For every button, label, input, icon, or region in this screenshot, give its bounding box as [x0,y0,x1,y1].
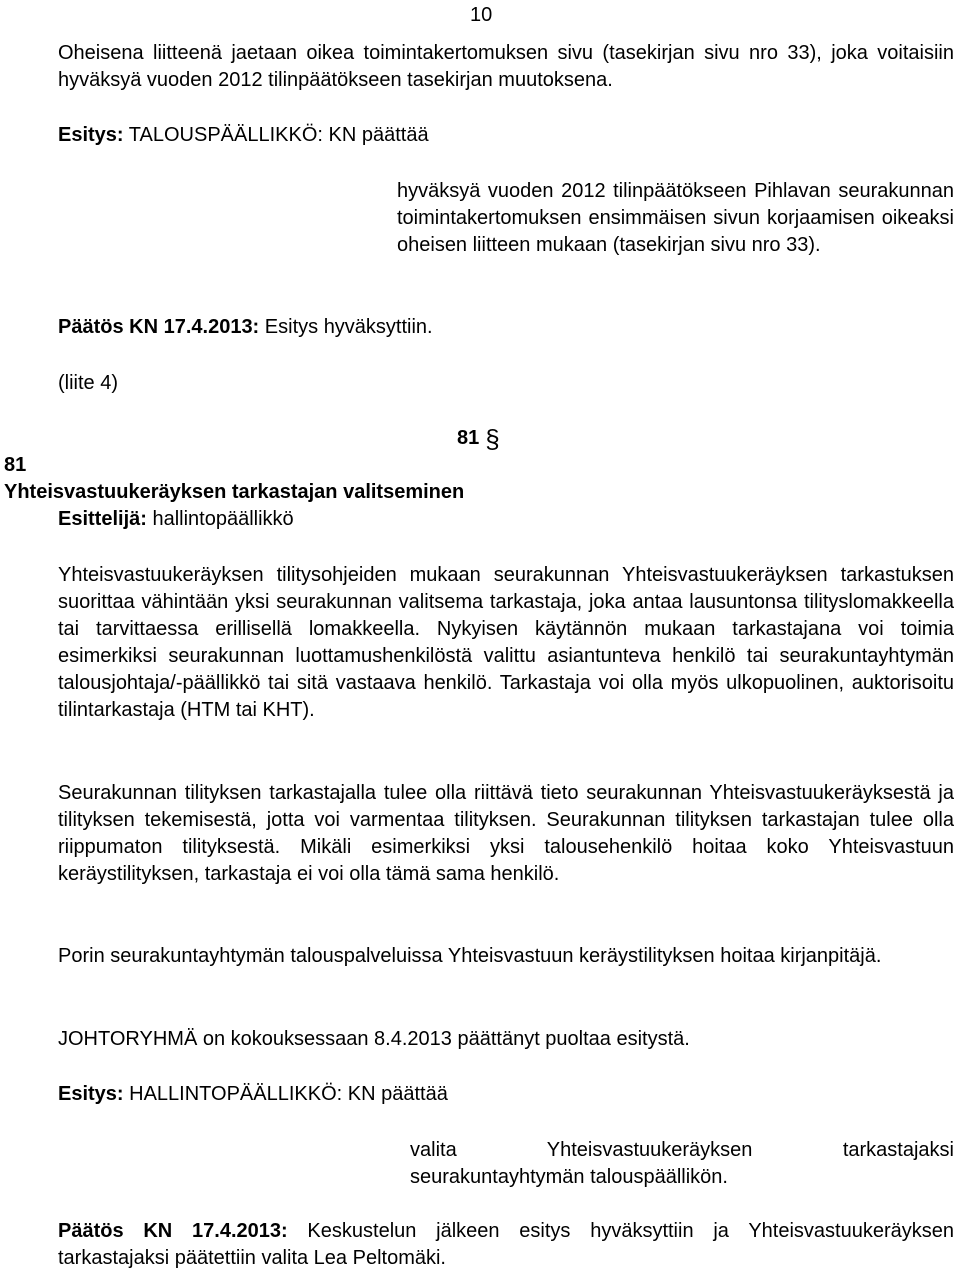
proposal-1-proposer: TALOUSPÄÄLLIKKÖ: KN päättää [123,124,429,146]
section-mark [457,425,500,452]
presenter [58,506,294,533]
proposal-1-heading [58,122,429,149]
proposal-1-label: Esitys: [58,124,124,146]
proposal-2-proposer: HALLINTOPÄÄLLIKKÖ: KN päättää [123,1083,448,1105]
decision-2-text: Keskustelun jälkeen esitys hyväksyttiin ja Yhteisvastuukeräyksen tarkastajaksi päätettiin valita Lea Peltomäki. [58,1220,954,1269]
decision-1 [58,314,433,341]
section-sign-icon: § [485,424,500,454]
presenter-label: Esittelijä: [58,508,147,530]
section-number: 81 [457,427,480,449]
attachment-note: (liite 4) [58,372,119,394]
paragraph-2: Seurakunnan tilityksen tarkastajalla tulee olla riittävä tieto seurakunnan Yhteisvastuukeräyksestä ja tilityksen tekemisestä, jotta voi varmentaa tilityksen. Seurakunnan tilityksen tarkastajan tulee olla riippumaton tilityksestä. Mikäli esimerkiksi yksi talousehenkilö hoitaa koko Yhteisvastuun keräystilityksen, tarkastaja ei voi olla tämä sama henkilö. [58,782,954,885]
intro-paragraph: Oheisena liitteenä jaetaan oikea toimintakertomuksen sivu (tasekirjan sivu nro 33), joka voitaisiin hyväksyä vuoden 2012 tilinpäätökseen tasekirjan muutoksena. [58,42,954,91]
presenter-name: hallintopäällikkö [146,508,294,530]
proposal-2-label: Esitys: [58,1083,124,1105]
decision-2 [58,1218,954,1272]
item-number: 81 [4,454,27,476]
proposal-2-body: valita Yhteisvastuukeräyksen tarkastajaksi seurakuntayhtymän talouspäällikön. [410,1139,954,1188]
item-title: Yhteisvastuukeräyksen tarkastajan valitseminen [4,481,465,503]
proposal-2-heading [58,1081,448,1108]
proposal-1-body: hyväksyä vuoden 2012 tilinpäätökseen Pihlavan seurakunnan toimintakertomuksen ensimmäisen sivun korjaamisen oikeaksi oheisen liitteen mukaan (tasekirjan sivu nro 33). [397,180,954,256]
decision-1-label: Päätös KN 17.4.2013: [58,316,260,338]
paragraph-1: Yhteisvastuukeräyksen tilitysohjeiden mukaan seurakunnan Yhteisvastuukeräyksen tarkastuksen suorittaa vähintään yksi seurakunnan valitsema tarkastaja, joka antaa lausuntonsa tilityslomakkeella tai tarvittaessa erillisellä lomakkeella. Nykyisen käytännön mukaan tarkastajana voi toimia esimerkiksi seurakunnan luottamushenkilöstä valittu asiantunteva henkilö tai seurakuntayhtymän talousjohtaja/-päällikkö tai sitä vastaava henkilö. Tarkastaja voi olla myös ulkopuolinen, auktorisoitu tilintarkastaja (HTM tai KHT). [58,564,954,721]
paragraph-4: JOHTORYHMÄ on kokouksessaan 8.4.2013 päättänyt puoltaa esitystä. [58,1028,690,1050]
decision-1-text: Esitys hyväksyttiin. [259,316,433,338]
decision-2-label: Päätös KN 17.4.2013: [58,1220,288,1242]
paragraph-3: Porin seurakuntayhtymän talouspalveluissa Yhteisvastuun keräystilityksen hoitaa kirjanpitäjä. [58,945,882,967]
page-number: 10 [470,4,493,26]
